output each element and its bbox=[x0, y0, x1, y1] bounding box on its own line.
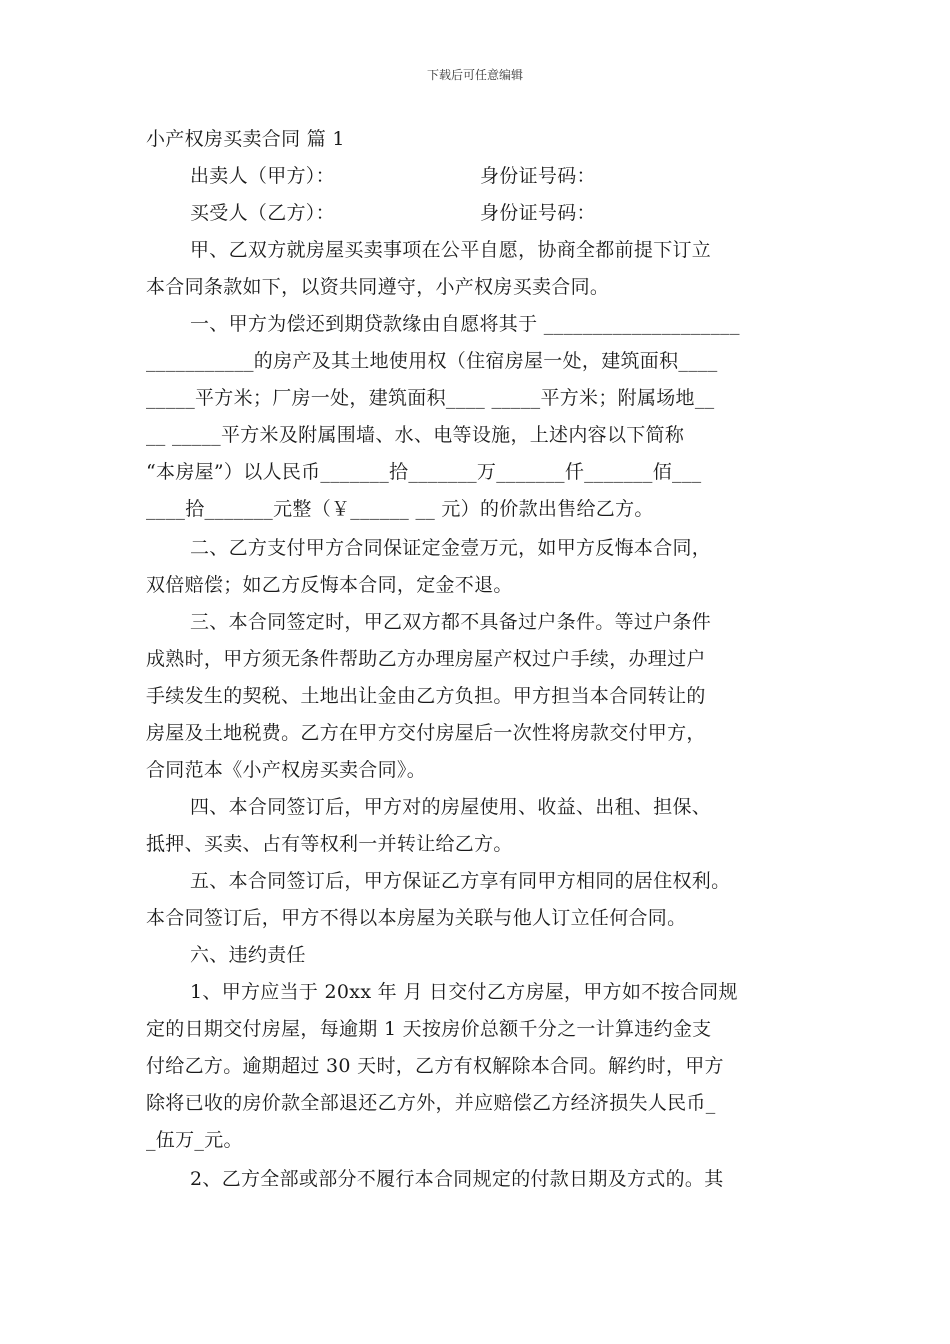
paragraph-line: 2、乙方全部或部分不履行本合同规定的付款日期及方式的。其 bbox=[190, 1168, 724, 1190]
paragraph-line: _伍万_元。 bbox=[146, 1129, 243, 1151]
paragraph-line: “本房屋”）以人民币_______拾_______万_______仟_______佰___ bbox=[146, 461, 702, 483]
paragraph-line: 除将已收的房价款全部退还乙方外，并应赔偿乙方经济损失人民币_ bbox=[146, 1092, 716, 1114]
paragraph-line: __ _____平方米及附属围墙、水、电等设施，上述内容以下简称 bbox=[146, 424, 685, 446]
paragraph-line: 抵押、买卖、占有等权利一并转让给乙方。 bbox=[146, 833, 513, 855]
page-header: 下载后可任意编辑 bbox=[426, 68, 523, 82]
paragraph-line: 定的日期交付房屋，每逾期 1 天按房价总额千分之一计算违约金支 bbox=[146, 1018, 712, 1040]
seller-id-label: 身份证号码： bbox=[480, 165, 596, 187]
paragraph-line: 合同范本《小产权房买卖合同》。 bbox=[146, 759, 427, 781]
contract-body bbox=[146, 121, 806, 1198]
buyer-label: 买受人（乙方）： bbox=[190, 202, 335, 224]
seller-label: 出卖人（甲方）： bbox=[190, 165, 335, 187]
paragraph-line: 五、本合同签订后，甲方保证乙方享有同甲方相同的居住权利。 bbox=[190, 870, 731, 892]
buyer-row bbox=[146, 195, 806, 232]
paragraph-line: 本合同签订后，甲方不得以本房屋为关联与他人订立任何合同。 bbox=[146, 907, 687, 929]
paragraph-line: 付给乙方。逾期超过 30 天时，乙方有权解除本合同。解约时，甲方 bbox=[146, 1055, 724, 1077]
paragraph-line: ____拾_______元整（￥______ __ 元）的价款出售给乙方。 bbox=[146, 498, 654, 520]
paragraph-line: 三、本合同签定时，甲乙双方都不具备过户条件。等过户条件 bbox=[190, 611, 712, 633]
paragraph-line: 成熟时，甲方须无条件帮助乙方办理房屋产权过户手续，办理过户 bbox=[146, 648, 706, 670]
paragraph-line: 甲、乙双方就房屋买卖事项在公平自愿，协商全都前提下订立 bbox=[190, 239, 712, 261]
paragraph-line: ___________的房产及其土地使用权（住宿房屋一处，建筑面积____ bbox=[146, 350, 718, 372]
paragraph-line: 手续发生的契税、土地出让金由乙方负担。甲方担当本合同转让的 bbox=[146, 685, 706, 707]
paragraph-line: 房屋及土地税费。乙方在甲方交付房屋后一次性将房款交付甲方， bbox=[146, 722, 706, 744]
seller-row bbox=[146, 158, 806, 195]
paragraph-line: 一、甲方为偿还到期贷款缘由自愿将其于 ____________________ bbox=[190, 313, 740, 335]
paragraph-line: 二、乙方支付甲方合同保证定金壹万元，如甲方反悔本合同， bbox=[190, 537, 712, 559]
paragraph-line: 四、本合同签订后，甲方对的房屋使用、收益、出租、担保、 bbox=[190, 796, 712, 818]
paragraph-line: 1、甲方应当于 20xx 年 月 日交付乙方房屋，甲方如不按合同规 bbox=[190, 981, 738, 1003]
paragraph-line: _____平方米；厂房一处，建筑面积____ _____平方米；附属场地__ bbox=[146, 387, 715, 409]
doc-title: 小产权房买卖合同 篇 1 bbox=[146, 128, 345, 150]
section-heading: 六、违约责任 bbox=[190, 944, 306, 966]
paragraph-line: 本合同条款如下，以资共同遵守，小产权房买卖合同。 bbox=[146, 276, 610, 298]
buyer-id-label: 身份证号码： bbox=[480, 202, 596, 224]
paragraph-line: 双倍赔偿；如乙方反悔本合同，定金不退。 bbox=[146, 574, 513, 596]
